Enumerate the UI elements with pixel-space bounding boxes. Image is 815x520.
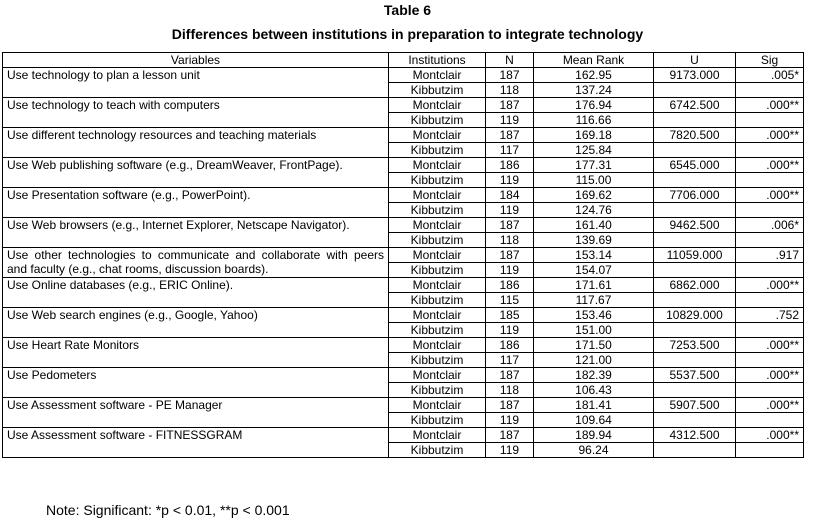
empty-u-cell: [654, 353, 736, 368]
variable-cell: Use Web search engines (e.g., Google, Yahoo): [3, 308, 389, 338]
mean-rank-cell: 96.24: [534, 443, 654, 458]
header-u: U: [654, 53, 736, 68]
table-row: [3, 368, 804, 383]
table-row: [3, 428, 804, 443]
mean-rank-cell: 177.31: [534, 158, 654, 173]
table-row: [3, 248, 804, 263]
header-institutions: Institutions: [389, 53, 486, 68]
institution-cell: Montclair: [389, 128, 486, 143]
variable-cell: Use technology to teach with computers: [3, 98, 389, 128]
mean-rank-cell: 137.24: [534, 83, 654, 98]
institution-cell: Montclair: [389, 248, 486, 263]
institution-cell: Montclair: [389, 278, 486, 293]
mean-rank-cell: 189.94: [534, 428, 654, 443]
empty-u-cell: [654, 443, 736, 458]
mean-rank-cell: 161.40: [534, 218, 654, 233]
mean-rank-cell: 182.39: [534, 368, 654, 383]
empty-u-cell: [654, 293, 736, 308]
n-cell: 186: [486, 158, 534, 173]
empty-sig-cell: [736, 353, 804, 368]
empty-u-cell: [654, 233, 736, 248]
mean-rank-cell: 169.62: [534, 188, 654, 203]
empty-sig-cell: [736, 203, 804, 218]
empty-u-cell: [654, 263, 736, 278]
institution-cell: Montclair: [389, 398, 486, 413]
n-cell: 187: [486, 218, 534, 233]
empty-u-cell: [654, 323, 736, 338]
variable-cell: Use Online databases (e.g., ERIC Online).: [3, 278, 389, 308]
table-row: [3, 68, 804, 83]
empty-u-cell: [654, 83, 736, 98]
mean-rank-cell: 154.07: [534, 263, 654, 278]
n-cell: 187: [486, 248, 534, 263]
variable-cell: Use other technologies to communicate and collaborate with peers and faculty (e.g., chat rooms, discussion boards).: [3, 248, 389, 278]
header-sig: Sig: [736, 53, 804, 68]
institution-cell: Kibbutzim: [389, 143, 486, 158]
header-mean-rank: Mean Rank: [534, 53, 654, 68]
empty-sig-cell: [736, 413, 804, 428]
variable-cell: Use Assessment software - FITNESSGRAM: [3, 428, 389, 458]
u-cell: 6862.000: [654, 278, 736, 293]
institution-cell: Kibbutzim: [389, 383, 486, 398]
n-cell: 187: [486, 428, 534, 443]
mean-rank-cell: 171.50: [534, 338, 654, 353]
sig-cell: .000**: [736, 98, 804, 113]
mean-rank-cell: 124.76: [534, 203, 654, 218]
n-cell: 187: [486, 398, 534, 413]
empty-sig-cell: [736, 323, 804, 338]
institution-cell: Kibbutzim: [389, 353, 486, 368]
sig-cell: .000**: [736, 278, 804, 293]
institution-cell: Montclair: [389, 338, 486, 353]
institution-cell: Kibbutzim: [389, 293, 486, 308]
table-row: [3, 128, 804, 143]
institution-cell: Montclair: [389, 158, 486, 173]
empty-sig-cell: [736, 233, 804, 248]
institution-cell: Kibbutzim: [389, 83, 486, 98]
u-cell: 9462.500: [654, 218, 736, 233]
variable-cell: Use different technology resources and teaching materials: [3, 128, 389, 158]
mean-rank-cell: 169.18: [534, 128, 654, 143]
institution-cell: Kibbutzim: [389, 113, 486, 128]
table-row: [3, 308, 804, 323]
table-row: [3, 398, 804, 413]
sig-cell: .006*: [736, 218, 804, 233]
empty-u-cell: [654, 173, 736, 188]
sig-cell: .000**: [736, 338, 804, 353]
mean-rank-cell: 171.61: [534, 278, 654, 293]
variable-cell: Use Heart Rate Monitors: [3, 338, 389, 368]
institution-cell: Kibbutzim: [389, 413, 486, 428]
institution-cell: Montclair: [389, 98, 486, 113]
sig-cell: .000**: [736, 128, 804, 143]
table-row: [3, 188, 804, 203]
sig-cell: .917: [736, 248, 804, 263]
mean-rank-cell: 125.84: [534, 143, 654, 158]
sig-cell: .000**: [736, 368, 804, 383]
mean-rank-cell: 106.43: [534, 383, 654, 398]
n-cell: 117: [486, 143, 534, 158]
n-cell: 119: [486, 113, 534, 128]
empty-sig-cell: [736, 113, 804, 128]
institution-cell: Kibbutzim: [389, 323, 486, 338]
n-cell: 115: [486, 293, 534, 308]
u-cell: 5537.500: [654, 368, 736, 383]
u-cell: 9173.000: [654, 68, 736, 83]
institution-cell: Kibbutzim: [389, 263, 486, 278]
table-row: [3, 98, 804, 113]
n-cell: 185: [486, 308, 534, 323]
table-row: [3, 158, 804, 173]
institution-cell: Kibbutzim: [389, 173, 486, 188]
u-cell: 7253.500: [654, 338, 736, 353]
u-cell: 4312.500: [654, 428, 736, 443]
n-cell: 119: [486, 263, 534, 278]
mean-rank-cell: 153.14: [534, 248, 654, 263]
empty-sig-cell: [736, 443, 804, 458]
institution-cell: Montclair: [389, 218, 486, 233]
mean-rank-cell: 181.41: [534, 398, 654, 413]
empty-u-cell: [654, 383, 736, 398]
institution-cell: Montclair: [389, 68, 486, 83]
n-cell: 118: [486, 233, 534, 248]
n-cell: 187: [486, 98, 534, 113]
n-cell: 118: [486, 383, 534, 398]
empty-u-cell: [654, 413, 736, 428]
n-cell: 187: [486, 128, 534, 143]
institution-cell: Montclair: [389, 368, 486, 383]
header-variables: Variables: [3, 53, 389, 68]
u-cell: 7706.000: [654, 188, 736, 203]
header-row: [3, 53, 804, 68]
n-cell: 187: [486, 68, 534, 83]
u-cell: 10829.000: [654, 308, 736, 323]
empty-u-cell: [654, 203, 736, 218]
empty-u-cell: [654, 113, 736, 128]
sig-cell: .752: [736, 308, 804, 323]
results-table: [2, 52, 804, 458]
mean-rank-cell: 151.00: [534, 323, 654, 338]
table-row: [3, 278, 804, 293]
mean-rank-cell: 176.94: [534, 98, 654, 113]
mean-rank-cell: 121.00: [534, 353, 654, 368]
empty-sig-cell: [736, 83, 804, 98]
variable-cell: Use technology to plan a lesson unit: [3, 68, 389, 98]
n-cell: 119: [486, 323, 534, 338]
empty-sig-cell: [736, 293, 804, 308]
variable-cell: Use Pedometers: [3, 368, 389, 398]
sig-cell: .005*: [736, 68, 804, 83]
n-cell: 184: [486, 188, 534, 203]
table-caption: Differences between institutions in preparation to integrate technology: [171, 26, 644, 42]
n-cell: 119: [486, 203, 534, 218]
u-cell: 6545.000: [654, 158, 736, 173]
table-row: [3, 338, 804, 353]
institution-cell: Kibbutzim: [389, 443, 486, 458]
institution-cell: Montclair: [389, 308, 486, 323]
empty-sig-cell: [736, 263, 804, 278]
institution-cell: Kibbutzim: [389, 233, 486, 248]
significance-note: Note: Significant: *p < 0.01, **p < 0.001: [46, 502, 290, 518]
variable-cell: Use Assessment software - PE Manager: [3, 398, 389, 428]
sig-cell: .000**: [736, 188, 804, 203]
header-n: N: [486, 53, 534, 68]
u-cell: 7820.500: [654, 128, 736, 143]
table-body: [3, 68, 804, 458]
sig-cell: .000**: [736, 428, 804, 443]
empty-sig-cell: [736, 383, 804, 398]
n-cell: 118: [486, 83, 534, 98]
variable-cell: Use Web publishing software (e.g., DreamWeaver, FrontPage).: [3, 158, 389, 188]
empty-sig-cell: [736, 173, 804, 188]
mean-rank-cell: 109.64: [534, 413, 654, 428]
n-cell: 186: [486, 338, 534, 353]
institution-cell: Kibbutzim: [389, 203, 486, 218]
institution-cell: Montclair: [389, 188, 486, 203]
mean-rank-cell: 162.95: [534, 68, 654, 83]
mean-rank-cell: 139.69: [534, 233, 654, 248]
table-title: Table 6: [383, 2, 432, 18]
n-cell: 186: [486, 278, 534, 293]
n-cell: 119: [486, 413, 534, 428]
n-cell: 119: [486, 173, 534, 188]
table-row: [3, 218, 804, 233]
u-cell: 11059.000: [654, 248, 736, 263]
mean-rank-cell: 117.67: [534, 293, 654, 308]
mean-rank-cell: 115.00: [534, 173, 654, 188]
empty-sig-cell: [736, 143, 804, 158]
n-cell: 187: [486, 368, 534, 383]
sig-cell: .000**: [736, 398, 804, 413]
variable-cell: Use Presentation software (e.g., PowerPoint).: [3, 188, 389, 218]
mean-rank-cell: 116.66: [534, 113, 654, 128]
variable-cell: Use Web browsers (e.g., Internet Explorer, Netscape Navigator).: [3, 218, 389, 248]
mean-rank-cell: 153.46: [534, 308, 654, 323]
n-cell: 117: [486, 353, 534, 368]
empty-u-cell: [654, 143, 736, 158]
u-cell: 5907.500: [654, 398, 736, 413]
sig-cell: .000**: [736, 158, 804, 173]
u-cell: 6742.500: [654, 98, 736, 113]
n-cell: 119: [486, 443, 534, 458]
institution-cell: Montclair: [389, 428, 486, 443]
